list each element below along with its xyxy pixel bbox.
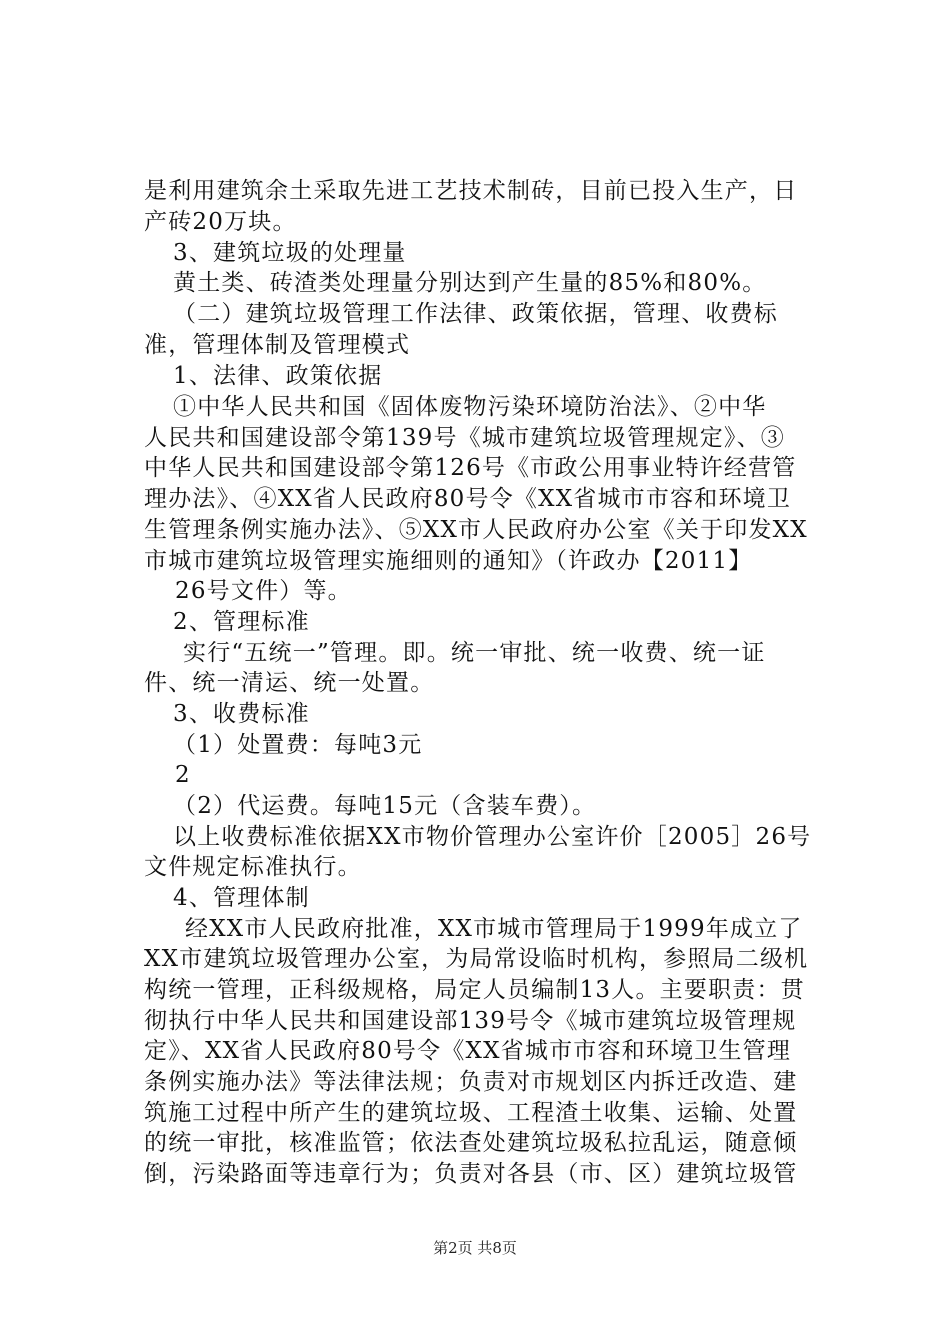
body-text-line: 的统一审批，核准监管；依法查处建筑垃圾私拉乱运，随意倾 <box>144 1130 798 1156</box>
body-text-line: 倒，污染路面等违章行为；负责对各县（市、区）建筑垃圾管 <box>144 1161 798 1187</box>
section-heading: 1、法律、政策依据 <box>173 363 383 389</box>
body-text-line: 26号文件）等。 <box>175 578 352 604</box>
body-text-line: 实行“五统一”管理。即。统一审批、统一收费、统一证 <box>183 640 766 666</box>
section-heading: 4、管理体制 <box>173 885 310 911</box>
body-text-line: （1）处置费：每吨3元 <box>173 732 423 758</box>
body-text-line: 中华人民共和国建设部令第126号《市政公用事业特许经营管 <box>144 455 797 481</box>
body-text-line: 构统一管理，正科级规格，局定人员编制13人。主要职责：贯 <box>144 977 805 1003</box>
body-text-line: 生管理条例实施办法》、⑤XX市人民政府办公室《关于印发XX <box>144 517 808 543</box>
body-text-line: 条例实施办法》等法律法规；负责对市规划区内拆迁改造、建 <box>144 1069 798 1095</box>
body-text-line: 黄土类、砖渣类处理量分别达到产生量的85%和80%。 <box>173 270 767 296</box>
body-text-line: 文件规定标准执行。 <box>144 854 362 880</box>
body-text-line: XX市建筑垃圾管理办公室，为局常设临时机构，参照局二级机 <box>144 946 809 972</box>
body-text-line: 人民共和国建设部令第139号《城市建筑垃圾管理规定》、③ <box>144 425 785 451</box>
section-heading: （二）建筑垃圾管理工作法律、政策依据，管理、收费标 <box>173 301 778 327</box>
section-heading: 准，管理体制及管理模式 <box>144 332 411 358</box>
body-text-line: 经XX市人民政府批准，XX市城市管理局于1999年成立了 <box>185 916 803 942</box>
section-heading: 3、建筑垃圾的处理量 <box>173 240 407 266</box>
body-text-line: ①中华人民共和国《固体废物污染环境防治法》、②中华 <box>173 394 767 420</box>
body-text-line: 理办法》、④XX省人民政府80号令《XX省城市市容和环境卫 <box>144 486 792 512</box>
body-text-line: 筑施工过程中所产生的建筑垃圾、工程渣土收集、运输、处置 <box>144 1100 798 1126</box>
body-text-line: 以上收费标准依据XX市物价管理办公室许价［2005］26号 <box>173 824 812 850</box>
section-heading: 2、管理标准 <box>173 609 310 635</box>
body-text-line: 定》、XX省人民政府80号令《XX省城市市容和环境卫生管理 <box>144 1038 792 1064</box>
stray-page-number: 2 <box>175 762 191 788</box>
body-text-line: 产砖20万块。 <box>144 209 297 235</box>
body-text-line: 是利用建筑余土采取先进工艺技术制砖，目前已投入生产，日 <box>144 178 798 204</box>
body-text-line: 市城市建筑垃圾管理实施细则的通知》（许政办【2011】 <box>144 548 753 574</box>
body-text-line: 彻执行中华人民共和国建设部139号令《城市建筑垃圾管理规 <box>144 1008 797 1034</box>
body-text-line: （2）代运费。每吨15元（含装车费）。 <box>173 793 597 819</box>
page-footer: 第2页 共8页 <box>433 1239 517 1257</box>
body-text-line: 件、统一清运、统一处置。 <box>144 670 435 696</box>
section-heading: 3、收费标准 <box>173 701 310 727</box>
